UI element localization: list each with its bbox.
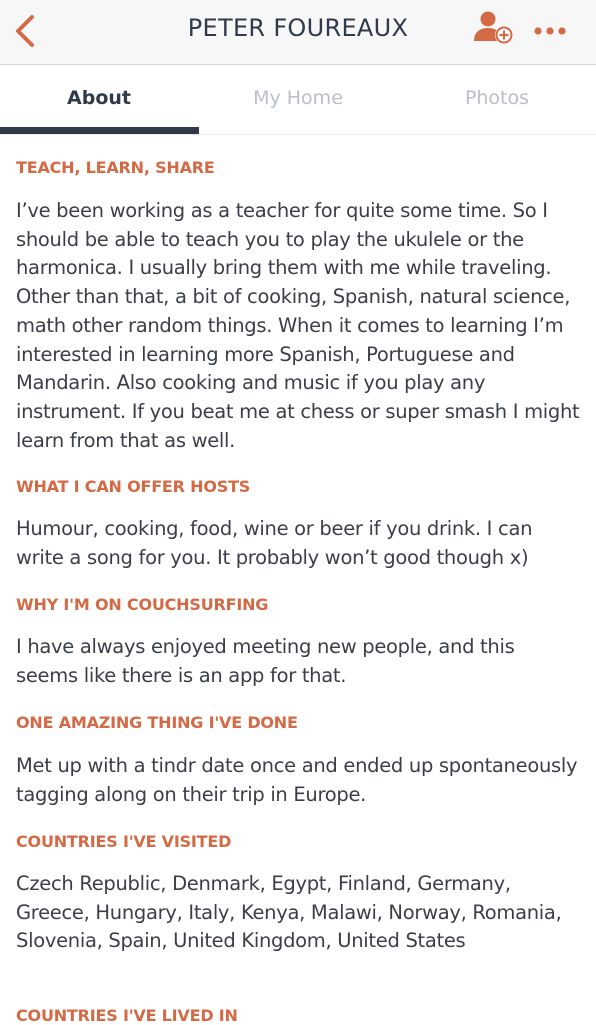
- tab-my-home[interactable]: My Home: [253, 87, 343, 109]
- section-heading-why-couchsurfing: WHY I'M ON COUCHSURFING: [16, 595, 269, 614]
- active-tab-indicator: [0, 127, 199, 134]
- section-heading-countries-visited: COUNTRIES I'VE VISITED: [16, 832, 232, 851]
- section-body-offer-hosts: Humour, cooking, food, wine or beer if you drink. I can write a song for you. It probably won’t good though x): [16, 517, 533, 569]
- more-dots-icon[interactable]: [532, 18, 572, 44]
- profile-tabs: [0, 65, 596, 135]
- section-heading-countries-lived: COUNTRIES I'VE LIVED IN: [16, 1006, 238, 1025]
- section-body-countries-visited: Czech Republic, Denmark, Egypt, Finland, Germany, Greece, Hungary, Italy, Kenya, Malawi, Norway, Romania, Slovenia, Spain, United Kingdom, United States: [16, 872, 562, 953]
- page-title: PETER FOUREAUX: [187, 14, 409, 42]
- section-body-why-couchsurfing: I have always enjoyed meeting new people, and this seems like there is an app for that.: [16, 635, 515, 687]
- section-heading-amazing-thing: ONE AMAZING THING I'VE DONE: [16, 713, 298, 732]
- section-body-amazing-thing: Met up with a tindr date once and ended up spontaneously tagging along on their trip in Europe.: [16, 754, 578, 806]
- tab-about[interactable]: About: [67, 87, 131, 109]
- section-heading-teach-learn-share: TEACH, LEARN, SHARE: [16, 158, 215, 177]
- tab-photos[interactable]: Photos: [464, 87, 530, 109]
- navigation-bar: [0, 0, 596, 65]
- section-heading-offer-hosts: WHAT I CAN OFFER HOSTS: [16, 477, 251, 496]
- section-body-teach-learn-share: I’ve been working as a teacher for quite some time. So I should be able to teach you to play the ukulele or the harmonica. I usually bring them with me while traveling. Other than that, a bit of cooking, Spanish, natural science, math other random things. When it comes to learning I’m interested in learning more Spanish, Portuguese and Mandarin. Also cooking and music if you play any instrument. If you beat me at chess or super smash I might learn from that as well.: [16, 199, 580, 452]
- add-friend-icon[interactable]: [470, 8, 518, 48]
